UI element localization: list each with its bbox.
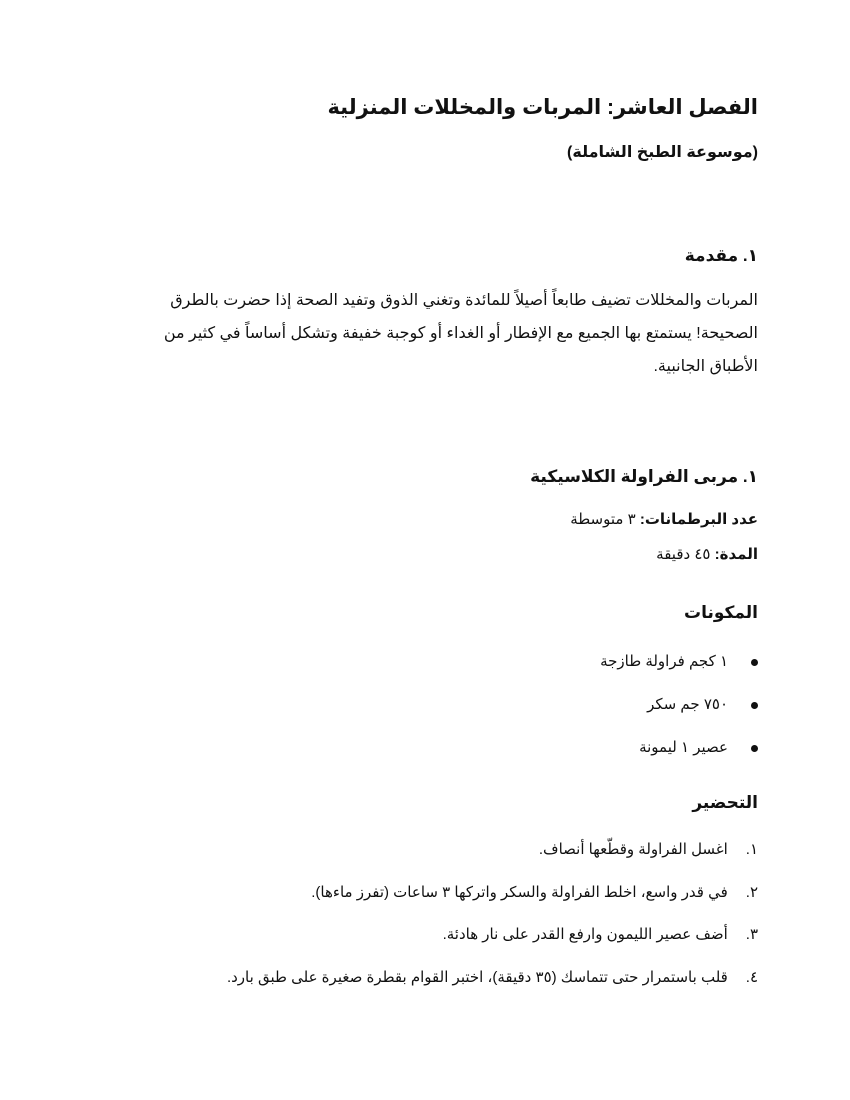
- recipe-title: ١. مربى الفراولة الكلاسيكية: [530, 467, 758, 486]
- step-item: [227, 923, 758, 966]
- chapter-title: الفصل العاشر: المربات والمخللات المنزلية: [327, 96, 758, 119]
- step-text: في قدر واسع، اخلط الفراولة والسكر واتركها ٣ ساعات (تفرز ماءها).: [311, 883, 728, 901]
- servings-value: ٣ متوسطة: [570, 511, 636, 528]
- duration-value: ٤٥ دقيقة: [656, 546, 711, 563]
- step-text: قلب باستمرار حتى تتماسك (٣٥ دقيقة)، اختبر القوام بقطرة صغيرة على طبق بارد.: [226, 968, 728, 986]
- ingredient-item: [600, 693, 758, 736]
- step-item: [227, 966, 758, 1009]
- servings-line: [570, 510, 758, 528]
- ingredients-heading: المكونات: [683, 603, 758, 622]
- bullet-icon: [751, 659, 758, 666]
- step-number: ٢.: [745, 883, 758, 901]
- intro-heading: ١. مقدمة: [684, 246, 758, 265]
- step-number: ١.: [745, 841, 758, 858]
- servings-label: عدد البرطمانات:: [639, 511, 758, 528]
- preparation-steps: [227, 838, 758, 1008]
- step-text: أضف عصير الليمون وارفع القدر على نار هادئة.: [442, 926, 728, 943]
- ingredient-item: [600, 736, 758, 779]
- ingredients-list: [600, 650, 758, 779]
- step-text: اغسل الفراولة وقطّعها أنصاف.: [538, 841, 728, 858]
- step-item: [227, 838, 758, 881]
- duration-label: المدة:: [714, 546, 758, 563]
- ingredient-text: ١ كجم فراولة طازجة: [600, 653, 728, 670]
- bullet-icon: [751, 745, 758, 752]
- preparation-heading: التحضير: [692, 793, 758, 812]
- ingredient-text: عصير ١ ليمونة: [639, 739, 728, 756]
- step-number: ٣.: [745, 926, 758, 943]
- ingredient-item: [600, 650, 758, 693]
- step-item: [227, 881, 758, 924]
- chapter-subtitle: (موسوعة الطبخ الشاملة): [567, 144, 758, 161]
- step-number: ٤.: [745, 968, 758, 986]
- duration-line: [656, 545, 758, 563]
- ingredient-text: ٧٥٠ جم سكر: [647, 696, 728, 713]
- bullet-icon: [751, 702, 758, 709]
- intro-paragraph: المربات والمخللات تضيف طابعاً أصيلاً للمائدة وتغني الذوق وتفيد الصحة إذا حضرت بالطرق الصحيحة! يستمتع بها الجميع مع الإفطار أو الغداء أو كوجبة خفيفة وتشكل أساساً في كثير من الأطباق الجانبية.: [163, 292, 758, 375]
